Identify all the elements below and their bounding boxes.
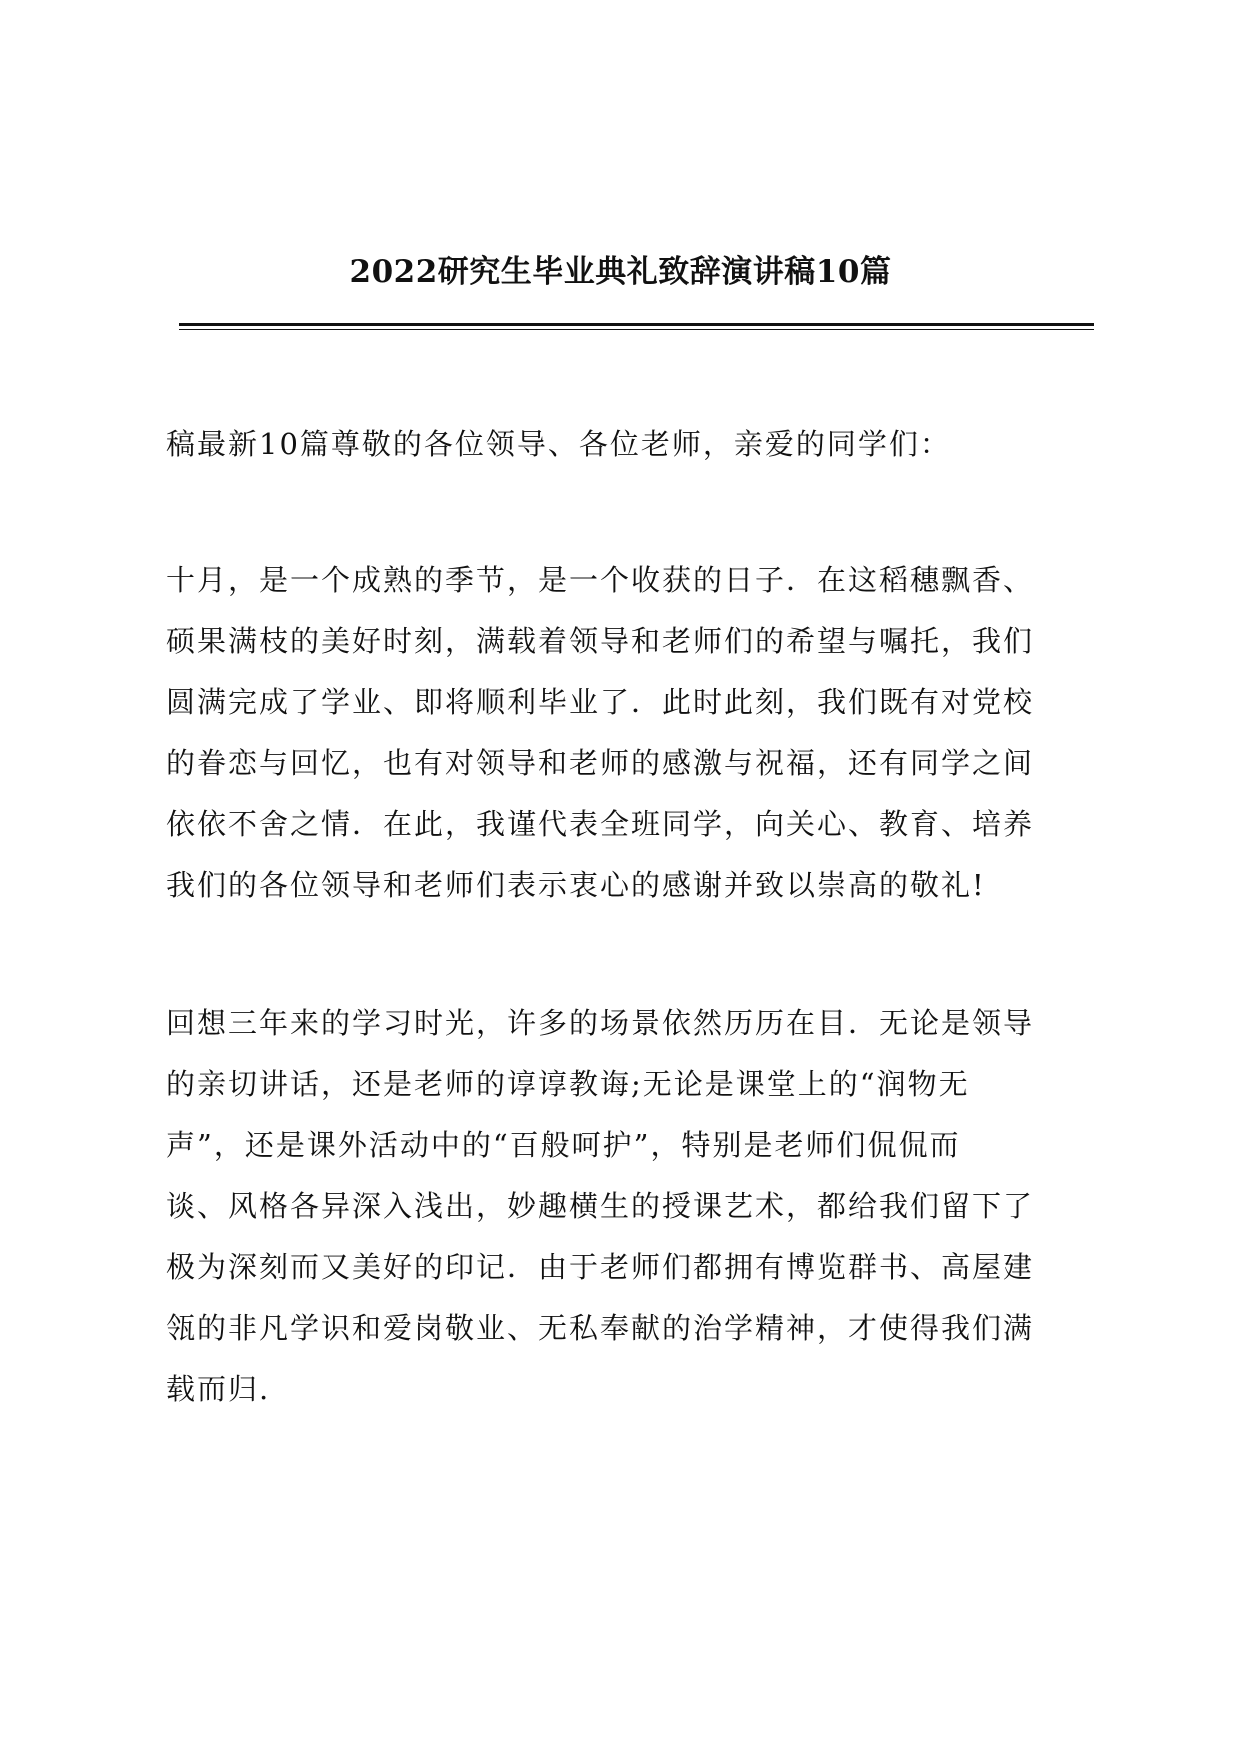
paragraph-line: 回想三年来的学习时光，许多的场景依然历历在目．无论是领导 bbox=[166, 1006, 1035, 1040]
paragraph-line: 硕果满枝的美好时刻，满载着领导和老师们的希望与嘱托，我们 bbox=[166, 624, 1035, 658]
document-title: 2022研究生毕业典礼致辞演讲稿10篇 bbox=[349, 254, 892, 290]
paragraph-line: 稿最新10篇尊敬的各位领导、各位老师，亲爱的同学们： bbox=[166, 427, 951, 461]
paragraph-line: 十月，是一个成熟的季节，是一个收获的日子．在这稻穗飘香、 bbox=[166, 563, 1035, 597]
paragraph-line: 圆满完成了学业、即将顺利毕业了．此时此刻，我们既有对党校 bbox=[166, 685, 1035, 719]
paragraph-line: 载而归. bbox=[166, 1372, 271, 1406]
greeting-paragraph bbox=[166, 414, 1106, 475]
body-paragraph-1 bbox=[166, 550, 1106, 916]
body-paragraph-2 bbox=[166, 993, 1106, 1420]
paragraph-line: 谈、风格各异深入浅出，妙趣横生的授课艺术，都给我们留下了 bbox=[166, 1189, 1035, 1223]
paragraph-line: 极为深刻而又美好的印记．由于老师们都拥有博览群书、高屋建 bbox=[166, 1250, 1035, 1284]
paragraph-line: 的亲切讲话，还是老师的谆谆教诲;无论是课堂上的“润物无 bbox=[166, 1067, 970, 1101]
title-divider-thin bbox=[179, 329, 1094, 330]
paragraph-line: 我们的各位领导和老师们表示衷心的感谢并致以崇高的敬礼! bbox=[166, 868, 986, 902]
paragraph-line: 瓴的非凡学识和爱岗敬业、无私奉献的治学精神，才使得我们满 bbox=[166, 1311, 1035, 1345]
paragraph-line: 的眷恋与回忆，也有对领导和老师的感激与祝福，还有同学之间 bbox=[166, 746, 1035, 780]
title-divider-thick bbox=[179, 323, 1094, 326]
paragraph-line: 依依不舍之情．在此，我谨代表全班同学，向关心、教育、培养 bbox=[166, 807, 1035, 841]
paragraph-line: 声”，还是课外活动中的“百般呵护”，特别是老师们侃侃而 bbox=[166, 1128, 961, 1162]
